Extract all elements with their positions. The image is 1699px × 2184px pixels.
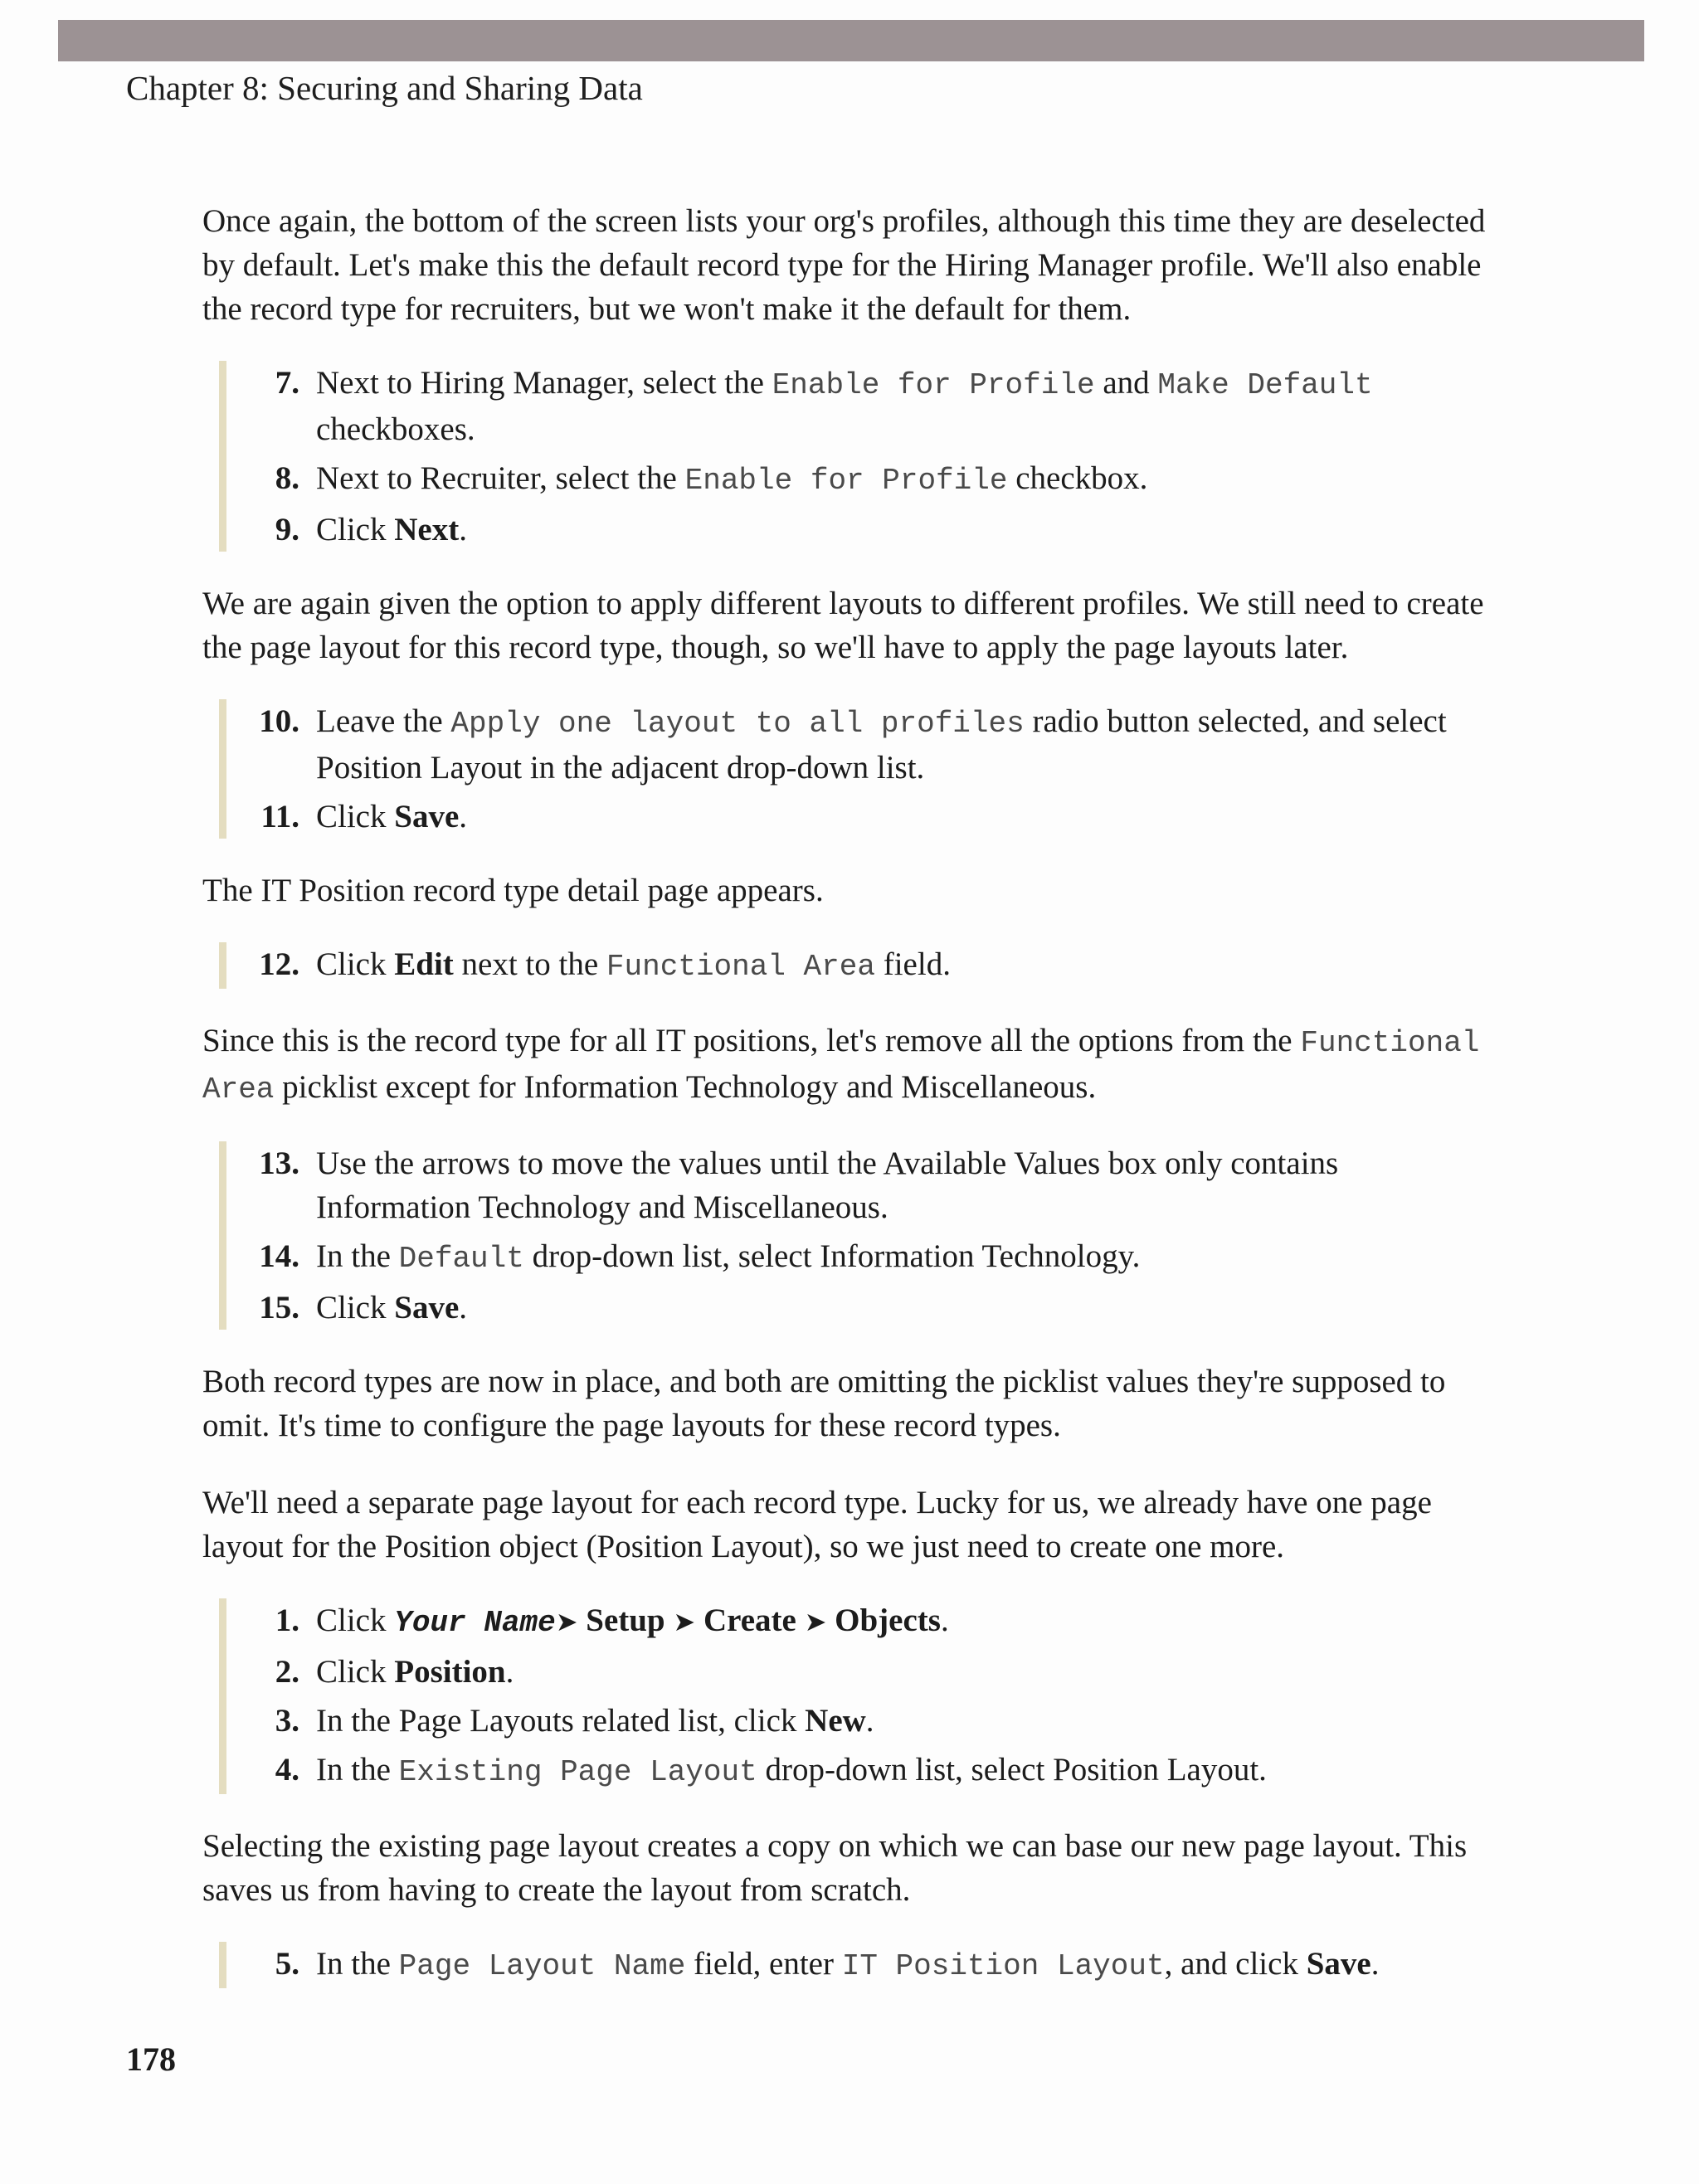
- list-item: [246, 508, 1488, 552]
- paragraph: Both record types are now in place, and both are omitting the picklist values they're supposed to omit. It's time to configure the page layouts for these record types.: [202, 1364, 1446, 1443]
- step-text: .: [459, 1290, 467, 1325]
- list-item: [246, 1942, 1488, 1988]
- ui-action: Position: [394, 1654, 506, 1690]
- ui-term: Functional Area: [606, 950, 875, 984]
- step-text: field, enter: [685, 1946, 842, 1982]
- step-text: drop-down list, select Information Technology.: [523, 1238, 1141, 1274]
- step-list: [219, 1598, 1488, 1794]
- step-text: , and click: [1164, 1946, 1307, 1982]
- arrow-icon: ➤: [804, 1606, 827, 1637]
- step-number: 14.: [259, 1238, 299, 1274]
- step-number: 15.: [259, 1290, 299, 1325]
- step-text: In the Page Layouts related list, click: [316, 1703, 806, 1739]
- paragraph: The IT Position record type detail page appears.: [202, 873, 824, 908]
- ui-term: Enable for Profile: [684, 464, 1008, 498]
- step-text: and: [1094, 365, 1158, 401]
- step-list: [219, 1141, 1488, 1330]
- step-text: Click: [316, 1654, 395, 1690]
- ui-action: New: [805, 1703, 866, 1739]
- step-text: .: [940, 1603, 949, 1638]
- list-item: [246, 1598, 1488, 1645]
- list-item: [246, 361, 1488, 451]
- ui-action: Save: [394, 1290, 460, 1325]
- step-text: .: [505, 1654, 514, 1690]
- running-head: Chapter 8: Securing and Sharing Data: [126, 69, 643, 107]
- list-item: [246, 1650, 1488, 1694]
- step-number: 10.: [259, 703, 299, 739]
- step-number: 1.: [275, 1603, 299, 1638]
- ui-action: Create: [703, 1603, 796, 1638]
- step-text: checkbox.: [1007, 460, 1148, 496]
- step-number: 2.: [275, 1654, 299, 1690]
- step-text: Click: [316, 946, 395, 982]
- step-list: [219, 942, 1488, 989]
- step-text: field.: [874, 946, 951, 982]
- step-text: .: [865, 1703, 874, 1739]
- step-text: In the: [316, 1238, 399, 1274]
- step-number: 13.: [259, 1146, 299, 1181]
- paragraph: We'll need a separate page layout for each record type. Lucky for us, we already have one page layout for the Position object (Position Layout), so we just need to create one more.: [202, 1485, 1432, 1564]
- ui-term: Existing Page Layout: [398, 1755, 757, 1789]
- list-item: [246, 1699, 1488, 1743]
- step-number: 4.: [275, 1752, 299, 1788]
- step-text: In the: [316, 1946, 399, 1982]
- ui-term: Apply one layout to all profiles: [450, 707, 1025, 741]
- step-number: 8.: [275, 460, 299, 496]
- ui-action: Setup: [586, 1603, 665, 1638]
- step-number: 11.: [260, 799, 299, 834]
- step-text: Next to Recruiter, select the: [316, 460, 685, 496]
- step-text: radio button selected, and select Position Layout in the adjacent drop-down list.: [316, 703, 1447, 786]
- step-list: [219, 1942, 1488, 1988]
- list-item: [246, 1748, 1488, 1794]
- ui-term: Functional Area: [202, 1026, 1480, 1107]
- step-list: [219, 699, 1488, 839]
- step-number: 7.: [275, 365, 299, 401]
- step-text: .: [459, 799, 467, 834]
- ui-action: Objects: [835, 1603, 941, 1638]
- paragraph: Selecting the existing page layout creates a copy on which we can base our new page layout. This saves us from having to create the layout from scratch.: [202, 1828, 1468, 1908]
- step-text: checkboxes.: [316, 411, 475, 447]
- ui-term: IT Position Layout: [841, 1949, 1165, 1983]
- ui-action: Next: [394, 512, 460, 547]
- arrow-icon: ➤: [555, 1606, 578, 1637]
- step-number: 3.: [275, 1703, 299, 1739]
- list-item: [246, 1141, 1488, 1229]
- paragraph: [202, 1019, 1488, 1111]
- step-text: In the: [316, 1752, 399, 1788]
- list-item: [246, 795, 1488, 839]
- step-text: drop-down list, select Position Layout.: [757, 1752, 1267, 1788]
- ui-action: Edit: [394, 946, 454, 982]
- step-text: Leave the: [316, 703, 451, 739]
- step-text: Click: [316, 1290, 395, 1325]
- list-item: [246, 1234, 1488, 1281]
- step-number: 12.: [259, 946, 299, 982]
- ui-term: Default: [398, 1242, 524, 1276]
- header-rule: [58, 20, 1644, 61]
- ui-term: Page Layout Name: [398, 1949, 686, 1983]
- step-number: 5.: [275, 1946, 299, 1982]
- ui-term: Your Name: [394, 1606, 556, 1640]
- list-item: [246, 456, 1488, 503]
- ui-term: Make Default: [1157, 368, 1373, 402]
- step-text: Use the arrows to move the values until the Available Values box only contains Information Technology and Miscellaneous.: [316, 1146, 1339, 1225]
- ui-action: Save: [1306, 1946, 1371, 1982]
- ui-term: Enable for Profile: [772, 368, 1095, 402]
- step-text: Click: [316, 512, 395, 547]
- step-text: next to the: [453, 946, 606, 982]
- paragraph-text: picklist except for Information Technology and Miscellaneous.: [274, 1069, 1097, 1105]
- step-number: 9.: [275, 512, 299, 547]
- step-text: .: [459, 512, 467, 547]
- page-number: 178: [126, 2041, 176, 2078]
- ui-action: Save: [394, 799, 460, 834]
- step-text: .: [1370, 1946, 1380, 1982]
- paragraph-text: Since this is the record type for all IT positions, let's remove all the options from the: [202, 1023, 1301, 1058]
- list-item: [246, 1286, 1488, 1330]
- paragraph: We are again given the option to apply different layouts to different profiles. We still need to create the page layout for this record type, though, so we'll have to apply the page layouts later.: [202, 586, 1484, 665]
- list-item: [246, 699, 1488, 790]
- step-text: Click: [316, 799, 395, 834]
- step-list: [219, 361, 1488, 552]
- paragraph: Once again, the bottom of the screen lists your org's profiles, although this time they are deselected by default. Let's make this the default record type for the Hiring Manager profile. We'll also enable the record type for recruiters, but we won't make it the default for them.: [202, 203, 1486, 327]
- step-text: Next to Hiring Manager, select the: [316, 365, 772, 401]
- page-body: [202, 199, 1488, 2018]
- arrow-icon: ➤: [673, 1606, 696, 1637]
- list-item: [246, 942, 1488, 989]
- step-text: Click: [316, 1603, 395, 1638]
